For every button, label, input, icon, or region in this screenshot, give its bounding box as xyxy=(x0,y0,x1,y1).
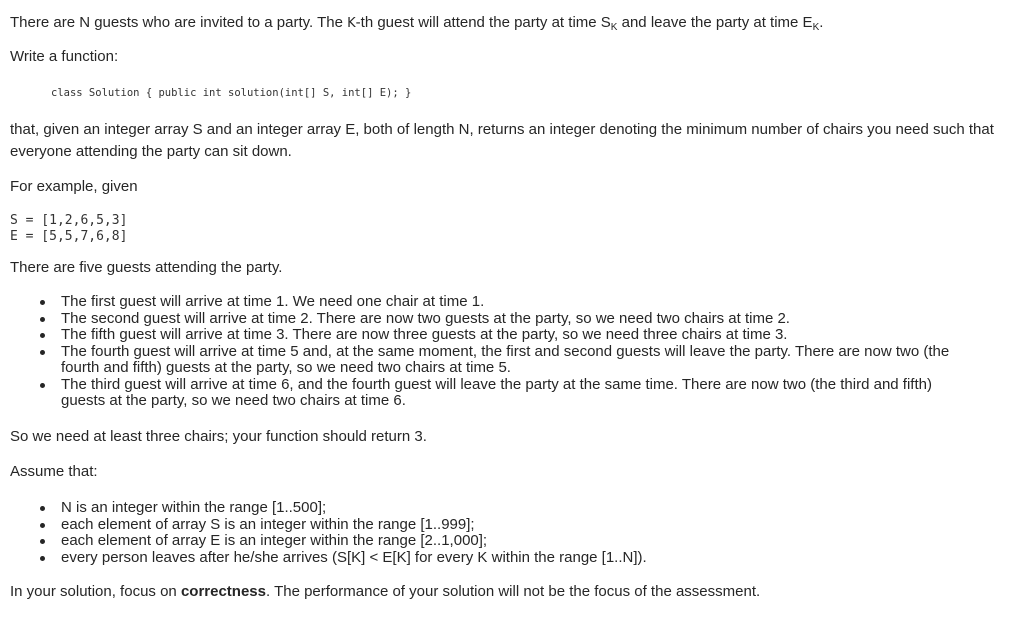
intro-text: There are N guests who are invited to a party. The xyxy=(10,14,348,31)
function-description: that, given an integer array S and an integer array E, both of length N, returns an integer denoting the minimum number of chairs you need such that everyone attending the party can sit down. xyxy=(10,121,994,160)
focus-note xyxy=(10,581,760,603)
list-item: The second guest will arrive at time 2. There are now two guests at the party, so we need two chairs at time 2. xyxy=(0,311,1010,328)
example-steps-list xyxy=(0,294,1010,410)
problem-intro xyxy=(10,12,823,35)
five-guests-text: There are five guests attending the party. xyxy=(10,259,283,276)
list-item: The third guest will arrive at time 6, and the fourth guest will leave the party at the same time. There are now two (the third and fifth) guests at the party, so we need two chairs at time 6. xyxy=(0,377,1010,410)
conclusion-text: So we need at least three chairs; your function should return 3. xyxy=(10,428,427,445)
list-item: each element of array S is an integer within the range [1..999]; xyxy=(0,517,1010,534)
s-subscript: K xyxy=(610,22,618,33)
intro-text-3: and leave the party at time E xyxy=(617,14,813,31)
function-signature: class Solution { public int solution(int[] S, int[] E); } xyxy=(51,87,412,99)
assumptions-heading: Assume that: xyxy=(10,463,98,480)
list-item: N is an integer within the range [1..500]; xyxy=(0,500,1010,517)
write-function-label: Write a function: xyxy=(10,48,119,65)
example-e-array: E = [5,5,7,6,8] xyxy=(10,229,128,244)
focus-emphasis: correctness xyxy=(180,583,266,600)
list-item: The fifth guest will arrive at time 3. There are now three guests at the party, so we need three chairs at time 3. xyxy=(0,327,1010,344)
list-item: every person leaves after he/she arrives (S[K] < E[K] for every K within the range [1..N]). xyxy=(0,550,1010,567)
e-subscript: K xyxy=(812,22,820,33)
list-item: The fourth guest will arrive at time 5 and, at the same moment, the first and second guests will leave the party. There are now two (the fourth and fifth) guests at the party, so we need two chairs at time 5. xyxy=(0,344,1010,377)
example-label: For example, given xyxy=(10,178,138,195)
assumptions-list xyxy=(0,500,1010,566)
k-variable: K xyxy=(347,16,356,31)
intro-text-4: . xyxy=(819,14,824,31)
intro-text-2: -th guest will attend the party at time S xyxy=(355,14,611,31)
list-item: each element of array E is an integer within the range [2..1,000]; xyxy=(0,533,1010,550)
focus-text: In your solution, focus on xyxy=(10,583,181,600)
list-item: The first guest will arrive at time 1. We need one chair at time 1. xyxy=(0,294,1010,311)
example-s-array: S = [1,2,6,5,3] xyxy=(10,213,128,228)
focus-text-2: . The performance of your solution will not be the focus of the assessment. xyxy=(266,583,761,600)
